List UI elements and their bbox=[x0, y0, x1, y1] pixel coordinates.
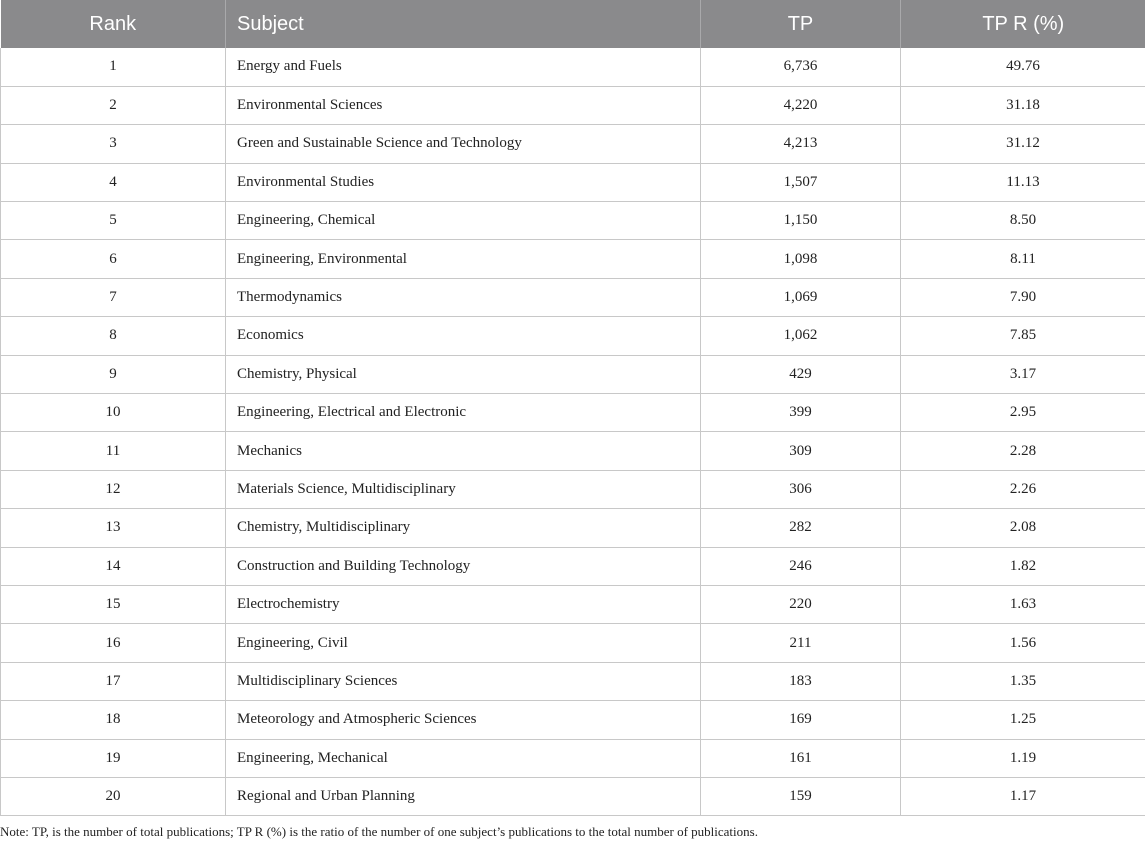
tpr-cell: 1.17 bbox=[901, 777, 1145, 815]
tp-cell: 246 bbox=[701, 547, 901, 585]
tp-cell: 220 bbox=[701, 585, 901, 623]
rank-cell: 18 bbox=[1, 701, 226, 739]
tp-cell: 1,062 bbox=[701, 317, 901, 355]
rank-cell: 20 bbox=[1, 777, 226, 815]
table-row bbox=[1, 125, 1145, 163]
tpr-cell: 2.26 bbox=[901, 470, 1145, 508]
table-row bbox=[1, 585, 1145, 623]
tp-cell: 1,150 bbox=[701, 202, 901, 240]
table-note: Note: TP, is the number of total publications; TP R (%) is the ratio of the number of one subject’s publications to the total number of publications. bbox=[0, 824, 758, 839]
tpr-cell: 31.12 bbox=[901, 125, 1145, 163]
subject-cell: Economics bbox=[226, 317, 701, 355]
tp-cell: 161 bbox=[701, 739, 901, 777]
tp-cell: 306 bbox=[701, 470, 901, 508]
rank-cell: 3 bbox=[1, 125, 226, 163]
tp-cell: 211 bbox=[701, 624, 901, 662]
rank-cell: 10 bbox=[1, 394, 226, 432]
subject-cell: Environmental Studies bbox=[226, 163, 701, 201]
rank-cell: 16 bbox=[1, 624, 226, 662]
rank-cell: 19 bbox=[1, 739, 226, 777]
subject-cell: Chemistry, Multidisciplinary bbox=[226, 509, 701, 547]
tp-cell: 159 bbox=[701, 777, 901, 815]
subject-cell: Engineering, Environmental bbox=[226, 240, 701, 278]
tp-cell: 309 bbox=[701, 432, 901, 470]
table-row bbox=[1, 48, 1145, 86]
table-row bbox=[1, 701, 1145, 739]
tp-cell: 1,098 bbox=[701, 240, 901, 278]
rank-cell: 4 bbox=[1, 163, 226, 201]
header-row bbox=[1, 0, 1145, 48]
tpr-cell: 3.17 bbox=[901, 355, 1145, 393]
tpr-cell: 2.28 bbox=[901, 432, 1145, 470]
table-row bbox=[1, 317, 1145, 355]
rank-cell: 11 bbox=[1, 432, 226, 470]
tp-cell: 282 bbox=[701, 509, 901, 547]
subject-cell: Energy and Fuels bbox=[226, 48, 701, 86]
tp-cell: 4,220 bbox=[701, 86, 901, 124]
header-rank: Rank bbox=[1, 0, 226, 48]
table-row bbox=[1, 202, 1145, 240]
table-row bbox=[1, 470, 1145, 508]
table-row bbox=[1, 355, 1145, 393]
rank-cell: 7 bbox=[1, 278, 226, 316]
header-tpr: TP R (%) bbox=[901, 0, 1145, 48]
subject-cell: Engineering, Chemical bbox=[226, 202, 701, 240]
rank-cell: 15 bbox=[1, 585, 226, 623]
tp-cell: 429 bbox=[701, 355, 901, 393]
tp-cell: 399 bbox=[701, 394, 901, 432]
tpr-cell: 11.13 bbox=[901, 163, 1145, 201]
rank-cell: 12 bbox=[1, 470, 226, 508]
table-row bbox=[1, 163, 1145, 201]
table-header bbox=[1, 0, 1145, 48]
table-row bbox=[1, 278, 1145, 316]
subject-cell: Thermodynamics bbox=[226, 278, 701, 316]
table-row bbox=[1, 624, 1145, 662]
tp-cell: 6,736 bbox=[701, 48, 901, 86]
subject-cell: Construction and Building Technology bbox=[226, 547, 701, 585]
tpr-cell: 2.08 bbox=[901, 509, 1145, 547]
table-row bbox=[1, 777, 1145, 815]
tp-cell: 4,213 bbox=[701, 125, 901, 163]
header-subject: Subject bbox=[226, 0, 701, 48]
table-row bbox=[1, 739, 1145, 777]
tpr-cell: 7.85 bbox=[901, 317, 1145, 355]
table-row bbox=[1, 662, 1145, 700]
table-row bbox=[1, 240, 1145, 278]
tp-cell: 1,069 bbox=[701, 278, 901, 316]
table-row bbox=[1, 394, 1145, 432]
tpr-cell: 1.19 bbox=[901, 739, 1145, 777]
subject-cell: Engineering, Mechanical bbox=[226, 739, 701, 777]
subject-cell: Meteorology and Atmospheric Sciences bbox=[226, 701, 701, 739]
tpr-cell: 8.11 bbox=[901, 240, 1145, 278]
tpr-cell: 1.35 bbox=[901, 662, 1145, 700]
table-row bbox=[1, 432, 1145, 470]
rank-cell: 8 bbox=[1, 317, 226, 355]
tpr-cell: 8.50 bbox=[901, 202, 1145, 240]
tpr-cell: 31.18 bbox=[901, 86, 1145, 124]
table-row bbox=[1, 547, 1145, 585]
table-body bbox=[1, 48, 1145, 816]
rank-cell: 14 bbox=[1, 547, 226, 585]
rank-cell: 9 bbox=[1, 355, 226, 393]
subject-cell: Environmental Sciences bbox=[226, 86, 701, 124]
subject-cell: Materials Science, Multidisciplinary bbox=[226, 470, 701, 508]
tpr-cell: 1.56 bbox=[901, 624, 1145, 662]
rank-cell: 5 bbox=[1, 202, 226, 240]
table-row bbox=[1, 86, 1145, 124]
tp-cell: 183 bbox=[701, 662, 901, 700]
subject-cell: Chemistry, Physical bbox=[226, 355, 701, 393]
subject-cell: Engineering, Electrical and Electronic bbox=[226, 394, 701, 432]
subject-cell: Electrochemistry bbox=[226, 585, 701, 623]
rank-cell: 17 bbox=[1, 662, 226, 700]
subject-cell: Engineering, Civil bbox=[226, 624, 701, 662]
tpr-cell: 1.25 bbox=[901, 701, 1145, 739]
tpr-cell: 1.82 bbox=[901, 547, 1145, 585]
tpr-cell: 1.63 bbox=[901, 585, 1145, 623]
subject-cell: Green and Sustainable Science and Technology bbox=[226, 125, 701, 163]
tpr-cell: 7.90 bbox=[901, 278, 1145, 316]
subject-cell: Multidisciplinary Sciences bbox=[226, 662, 701, 700]
tpr-cell: 2.95 bbox=[901, 394, 1145, 432]
table-row bbox=[1, 509, 1145, 547]
tp-cell: 169 bbox=[701, 701, 901, 739]
tpr-cell: 49.76 bbox=[901, 48, 1145, 86]
rank-cell: 1 bbox=[1, 48, 226, 86]
header-tp: TP bbox=[701, 0, 901, 48]
rank-cell: 6 bbox=[1, 240, 226, 278]
subject-cell: Mechanics bbox=[226, 432, 701, 470]
rank-cell: 13 bbox=[1, 509, 226, 547]
tp-cell: 1,507 bbox=[701, 163, 901, 201]
rank-cell: 2 bbox=[1, 86, 226, 124]
subject-cell: Regional and Urban Planning bbox=[226, 777, 701, 815]
